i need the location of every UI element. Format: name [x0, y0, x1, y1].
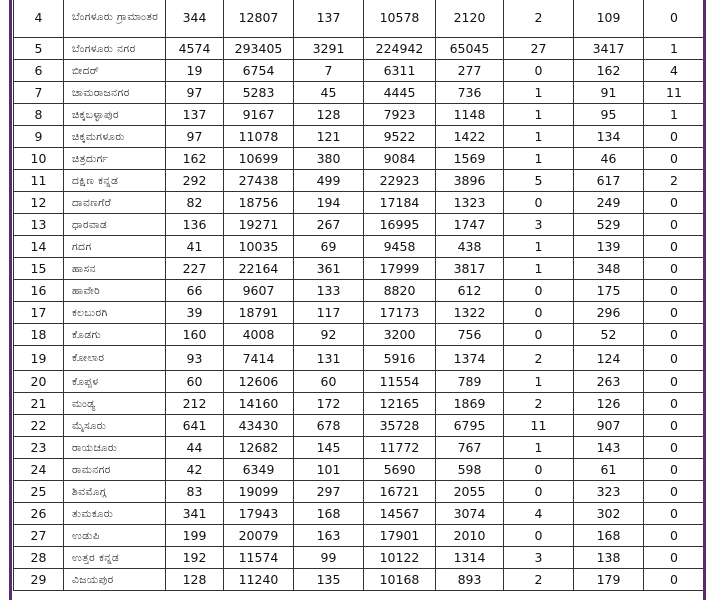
value-cell: 344 [166, 0, 224, 38]
value-cell: 1148 [436, 104, 504, 126]
value-cell: 17943 [224, 503, 294, 525]
table-row [14, 280, 705, 302]
value-cell: 0 [504, 459, 574, 481]
value-cell: 5 [504, 170, 574, 192]
value-cell: 0 [644, 258, 705, 280]
row-serial-cell: 16 [14, 280, 64, 302]
value-cell: 0 [644, 481, 705, 503]
value-cell: 11078 [224, 126, 294, 148]
value-cell: 0 [644, 393, 705, 415]
value-cell: 6795 [436, 415, 504, 437]
district-name-cell: ಗದಗ [64, 236, 166, 258]
value-cell: 3200 [364, 324, 436, 346]
value-cell: 0 [504, 302, 574, 324]
value-cell: 14160 [224, 393, 294, 415]
value-cell: 16721 [364, 481, 436, 503]
row-serial-cell: 15 [14, 258, 64, 280]
value-cell: 43430 [224, 415, 294, 437]
value-cell: 97 [166, 126, 224, 148]
value-cell: 7923 [364, 104, 436, 126]
value-cell: 0 [644, 324, 705, 346]
district-name-cell: ರಾಯಚೂರು [64, 437, 166, 459]
value-cell: 2 [504, 393, 574, 415]
value-cell: 11772 [364, 437, 436, 459]
value-cell: 1374 [436, 346, 504, 371]
district-name-cell: ಚಿಕ್ಕಬಳ್ಳಾಪುರ [64, 104, 166, 126]
value-cell: 0 [644, 547, 705, 569]
row-serial-cell: 8 [14, 104, 64, 126]
value-cell: 19 [166, 60, 224, 82]
table-row [14, 481, 705, 503]
value-cell: 2 [504, 346, 574, 371]
value-cell: 194 [294, 192, 364, 214]
value-cell: 0 [644, 236, 705, 258]
value-cell: 617 [574, 170, 644, 192]
value-cell: 292 [166, 170, 224, 192]
value-cell: 7 [294, 60, 364, 82]
value-cell: 128 [166, 569, 224, 591]
district-name-cell: ಕಲಬುರಗಿ [64, 302, 166, 324]
value-cell: 7414 [224, 346, 294, 371]
value-cell: 10578 [364, 0, 436, 38]
document-frame [9, 0, 706, 600]
value-cell: 1 [504, 371, 574, 393]
district-name-cell: ದಕ್ಷಿಣ ಕನ್ನಡ [64, 170, 166, 192]
value-cell: 11554 [364, 371, 436, 393]
value-cell: 10699 [224, 148, 294, 170]
value-cell: 138 [574, 547, 644, 569]
table-row [14, 393, 705, 415]
district-name-cell: ಕೋಲಾರ [64, 346, 166, 371]
value-cell: 12682 [224, 437, 294, 459]
value-cell: 131 [294, 346, 364, 371]
value-cell: 1869 [436, 393, 504, 415]
value-cell: 175 [574, 280, 644, 302]
value-cell: 789 [436, 371, 504, 393]
table-row [14, 170, 705, 192]
district-name-cell: ತುಮಕೂರು [64, 503, 166, 525]
row-serial-cell: 25 [14, 481, 64, 503]
table-row [14, 459, 705, 481]
value-cell: 249 [574, 192, 644, 214]
district-name-cell: ಚಿತ್ರದುರ್ಗ [64, 148, 166, 170]
district-name-cell: ಕೊಡಗು [64, 324, 166, 346]
row-serial-cell: 26 [14, 503, 64, 525]
district-name-cell: ಬೀದರ್ [64, 60, 166, 82]
table-row [14, 503, 705, 525]
value-cell: 10168 [364, 569, 436, 591]
value-cell: 19271 [224, 214, 294, 236]
value-cell: 2120 [436, 0, 504, 38]
value-cell: 0 [644, 192, 705, 214]
value-cell: 172 [294, 393, 364, 415]
value-cell: 4 [504, 503, 574, 525]
district-name-cell: ಕೊಪ್ಪಳ [64, 371, 166, 393]
value-cell: 46 [574, 148, 644, 170]
row-serial-cell: 9 [14, 126, 64, 148]
value-cell: 0 [644, 569, 705, 591]
value-cell: 1 [504, 236, 574, 258]
value-cell: 2 [644, 170, 705, 192]
table-row [14, 104, 705, 126]
value-cell: 4 [644, 60, 705, 82]
value-cell: 1 [504, 437, 574, 459]
value-cell: 3817 [436, 258, 504, 280]
value-cell: 1 [504, 104, 574, 126]
value-cell: 0 [504, 192, 574, 214]
value-cell: 27 [504, 38, 574, 60]
value-cell: 0 [504, 525, 574, 547]
value-cell: 95 [574, 104, 644, 126]
value-cell: 128 [294, 104, 364, 126]
district-name-cell: ಉತ್ತರ ಕನ್ನಡ [64, 547, 166, 569]
value-cell: 92 [294, 324, 364, 346]
value-cell: 641 [166, 415, 224, 437]
district-name-cell: ರಾಮನಗರ [64, 459, 166, 481]
value-cell: 2010 [436, 525, 504, 547]
row-serial-cell: 20 [14, 371, 64, 393]
value-cell: 163 [294, 525, 364, 547]
value-cell: 45 [294, 82, 364, 104]
value-cell: 135 [294, 569, 364, 591]
district-name-cell: ವಿಜಯಪುರ [64, 569, 166, 591]
value-cell: 9084 [364, 148, 436, 170]
district-name-cell: ದಾವಣಗೆರೆ [64, 192, 166, 214]
value-cell: 277 [436, 60, 504, 82]
value-cell: 19099 [224, 481, 294, 503]
table-row [14, 192, 705, 214]
value-cell: 361 [294, 258, 364, 280]
value-cell: 1 [504, 82, 574, 104]
value-cell: 756 [436, 324, 504, 346]
district-name-cell: ಬೆಂಗಳೂರು ಗ್ರಾಮಾಂತರ [64, 0, 166, 38]
value-cell: 17173 [364, 302, 436, 324]
value-cell: 69 [294, 236, 364, 258]
value-cell: 41 [166, 236, 224, 258]
value-cell: 5690 [364, 459, 436, 481]
row-serial-cell: 28 [14, 547, 64, 569]
value-cell: 20079 [224, 525, 294, 547]
value-cell: 2 [504, 0, 574, 38]
value-cell: 0 [504, 280, 574, 302]
value-cell: 168 [294, 503, 364, 525]
value-cell: 22923 [364, 170, 436, 192]
value-cell: 145 [294, 437, 364, 459]
value-cell: 341 [166, 503, 224, 525]
district-name-cell: ಹಾವೇರಿ [64, 280, 166, 302]
district-name-cell: ಧಾರವಾಡ [64, 214, 166, 236]
value-cell: 42 [166, 459, 224, 481]
value-cell: 0 [644, 437, 705, 459]
value-cell: 117 [294, 302, 364, 324]
value-cell: 598 [436, 459, 504, 481]
value-cell: 137 [294, 0, 364, 38]
table-row [14, 415, 705, 437]
district-name-cell: ಉಡುಪಿ [64, 525, 166, 547]
value-cell: 3291 [294, 38, 364, 60]
table-row [14, 371, 705, 393]
value-cell: 3 [504, 547, 574, 569]
district-name-cell: ಮೈಸೂರು [64, 415, 166, 437]
table-row [14, 302, 705, 324]
value-cell: 133 [294, 280, 364, 302]
value-cell: 2 [504, 569, 574, 591]
value-cell: 1569 [436, 148, 504, 170]
value-cell: 83 [166, 481, 224, 503]
row-serial-cell: 17 [14, 302, 64, 324]
value-cell: 66 [166, 280, 224, 302]
district-name-cell: ಬೆಂಗಳೂರು ನಗರ [64, 38, 166, 60]
value-cell: 1 [504, 258, 574, 280]
row-serial-cell: 29 [14, 569, 64, 591]
value-cell: 8820 [364, 280, 436, 302]
table-row [14, 324, 705, 346]
value-cell: 0 [504, 324, 574, 346]
value-cell: 4574 [166, 38, 224, 60]
value-cell: 160 [166, 324, 224, 346]
table-row [14, 38, 705, 60]
value-cell: 5283 [224, 82, 294, 104]
value-cell: 10035 [224, 236, 294, 258]
value-cell: 126 [574, 393, 644, 415]
value-cell: 0 [644, 0, 705, 38]
value-cell: 162 [166, 148, 224, 170]
value-cell: 3417 [574, 38, 644, 60]
value-cell: 2055 [436, 481, 504, 503]
value-cell: 293405 [224, 38, 294, 60]
value-cell: 11 [644, 82, 705, 104]
value-cell: 199 [166, 525, 224, 547]
value-cell: 6349 [224, 459, 294, 481]
value-cell: 267 [294, 214, 364, 236]
row-serial-cell: 11 [14, 170, 64, 192]
value-cell: 263 [574, 371, 644, 393]
value-cell: 212 [166, 393, 224, 415]
value-cell: 12606 [224, 371, 294, 393]
value-cell: 0 [644, 302, 705, 324]
value-cell: 1 [644, 104, 705, 126]
value-cell: 5916 [364, 346, 436, 371]
value-cell: 109 [574, 0, 644, 38]
row-serial-cell: 27 [14, 525, 64, 547]
value-cell: 297 [294, 481, 364, 503]
value-cell: 11574 [224, 547, 294, 569]
row-serial-cell: 14 [14, 236, 64, 258]
value-cell: 9607 [224, 280, 294, 302]
district-name-cell: ಶಿವಮೊಗ್ಗ [64, 481, 166, 503]
value-cell: 1 [504, 126, 574, 148]
value-cell: 1 [504, 148, 574, 170]
district-name-cell: ಹಾಸನ [64, 258, 166, 280]
value-cell: 82 [166, 192, 224, 214]
row-serial-cell: 6 [14, 60, 64, 82]
value-cell: 17999 [364, 258, 436, 280]
row-serial-cell: 5 [14, 38, 64, 60]
value-cell: 179 [574, 569, 644, 591]
table-row [14, 236, 705, 258]
value-cell: 0 [504, 481, 574, 503]
value-cell: 1323 [436, 192, 504, 214]
district-name-cell: ಚಿಕ್ಕಮಗಳೂರು [64, 126, 166, 148]
value-cell: 162 [574, 60, 644, 82]
value-cell: 3896 [436, 170, 504, 192]
value-cell: 18756 [224, 192, 294, 214]
value-cell: 99 [294, 547, 364, 569]
value-cell: 35728 [364, 415, 436, 437]
value-cell: 296 [574, 302, 644, 324]
value-cell: 1747 [436, 214, 504, 236]
value-cell: 39 [166, 302, 224, 324]
row-serial-cell: 19 [14, 346, 64, 371]
value-cell: 0 [644, 503, 705, 525]
value-cell: 6311 [364, 60, 436, 82]
value-cell: 11240 [224, 569, 294, 591]
row-serial-cell: 18 [14, 324, 64, 346]
value-cell: 61 [574, 459, 644, 481]
value-cell: 17901 [364, 525, 436, 547]
value-cell: 0 [644, 459, 705, 481]
value-cell: 4008 [224, 324, 294, 346]
value-cell: 348 [574, 258, 644, 280]
district-name-cell: ಮಂಡ್ಯ [64, 393, 166, 415]
value-cell: 893 [436, 569, 504, 591]
row-serial-cell: 7 [14, 82, 64, 104]
table-row [14, 525, 705, 547]
value-cell: 143 [574, 437, 644, 459]
value-cell: 736 [436, 82, 504, 104]
value-cell: 22164 [224, 258, 294, 280]
value-cell: 499 [294, 170, 364, 192]
value-cell: 27438 [224, 170, 294, 192]
value-cell: 14567 [364, 503, 436, 525]
value-cell: 101 [294, 459, 364, 481]
value-cell: 9458 [364, 236, 436, 258]
value-cell: 12165 [364, 393, 436, 415]
value-cell: 3074 [436, 503, 504, 525]
value-cell: 438 [436, 236, 504, 258]
value-cell: 4445 [364, 82, 436, 104]
district-name-cell: ಚಾಮರಾಜನಗರ [64, 82, 166, 104]
value-cell: 612 [436, 280, 504, 302]
table-row [14, 148, 705, 170]
value-cell: 0 [644, 346, 705, 371]
value-cell: 323 [574, 481, 644, 503]
value-cell: 121 [294, 126, 364, 148]
value-cell: 9522 [364, 126, 436, 148]
value-cell: 93 [166, 346, 224, 371]
table-body [14, 0, 705, 591]
table-row [14, 569, 705, 591]
table-row [14, 60, 705, 82]
value-cell: 10122 [364, 547, 436, 569]
value-cell: 3 [504, 214, 574, 236]
table-row [14, 346, 705, 371]
table-row [14, 126, 705, 148]
value-cell: 192 [166, 547, 224, 569]
value-cell: 44 [166, 437, 224, 459]
value-cell: 678 [294, 415, 364, 437]
table-row [14, 437, 705, 459]
value-cell: 302 [574, 503, 644, 525]
value-cell: 0 [644, 280, 705, 302]
value-cell: 91 [574, 82, 644, 104]
value-cell: 907 [574, 415, 644, 437]
value-cell: 168 [574, 525, 644, 547]
value-cell: 16995 [364, 214, 436, 236]
value-cell: 1314 [436, 547, 504, 569]
value-cell: 18791 [224, 302, 294, 324]
value-cell: 0 [644, 525, 705, 547]
table-row [14, 258, 705, 280]
value-cell: 136 [166, 214, 224, 236]
row-serial-cell: 12 [14, 192, 64, 214]
district-stats-table [13, 0, 705, 591]
row-serial-cell: 23 [14, 437, 64, 459]
value-cell: 60 [166, 371, 224, 393]
value-cell: 17184 [364, 192, 436, 214]
value-cell: 137 [166, 104, 224, 126]
table-row [14, 82, 705, 104]
value-cell: 224942 [364, 38, 436, 60]
row-serial-cell: 13 [14, 214, 64, 236]
value-cell: 65045 [436, 38, 504, 60]
value-cell: 97 [166, 82, 224, 104]
value-cell: 0 [644, 214, 705, 236]
table-row [14, 0, 705, 38]
row-serial-cell: 10 [14, 148, 64, 170]
value-cell: 1 [644, 38, 705, 60]
value-cell: 139 [574, 236, 644, 258]
table-row [14, 214, 705, 236]
value-cell: 11 [504, 415, 574, 437]
value-cell: 12807 [224, 0, 294, 38]
value-cell: 9167 [224, 104, 294, 126]
value-cell: 0 [644, 126, 705, 148]
value-cell: 0 [644, 371, 705, 393]
value-cell: 529 [574, 214, 644, 236]
value-cell: 124 [574, 346, 644, 371]
value-cell: 227 [166, 258, 224, 280]
value-cell: 380 [294, 148, 364, 170]
value-cell: 0 [504, 60, 574, 82]
value-cell: 1422 [436, 126, 504, 148]
value-cell: 134 [574, 126, 644, 148]
value-cell: 0 [644, 415, 705, 437]
row-serial-cell: 22 [14, 415, 64, 437]
value-cell: 52 [574, 324, 644, 346]
value-cell: 1322 [436, 302, 504, 324]
value-cell: 6754 [224, 60, 294, 82]
value-cell: 767 [436, 437, 504, 459]
value-cell: 60 [294, 371, 364, 393]
row-serial-cell: 21 [14, 393, 64, 415]
value-cell: 0 [644, 148, 705, 170]
row-serial-cell: 4 [14, 0, 64, 38]
table-row [14, 547, 705, 569]
row-serial-cell: 24 [14, 459, 64, 481]
